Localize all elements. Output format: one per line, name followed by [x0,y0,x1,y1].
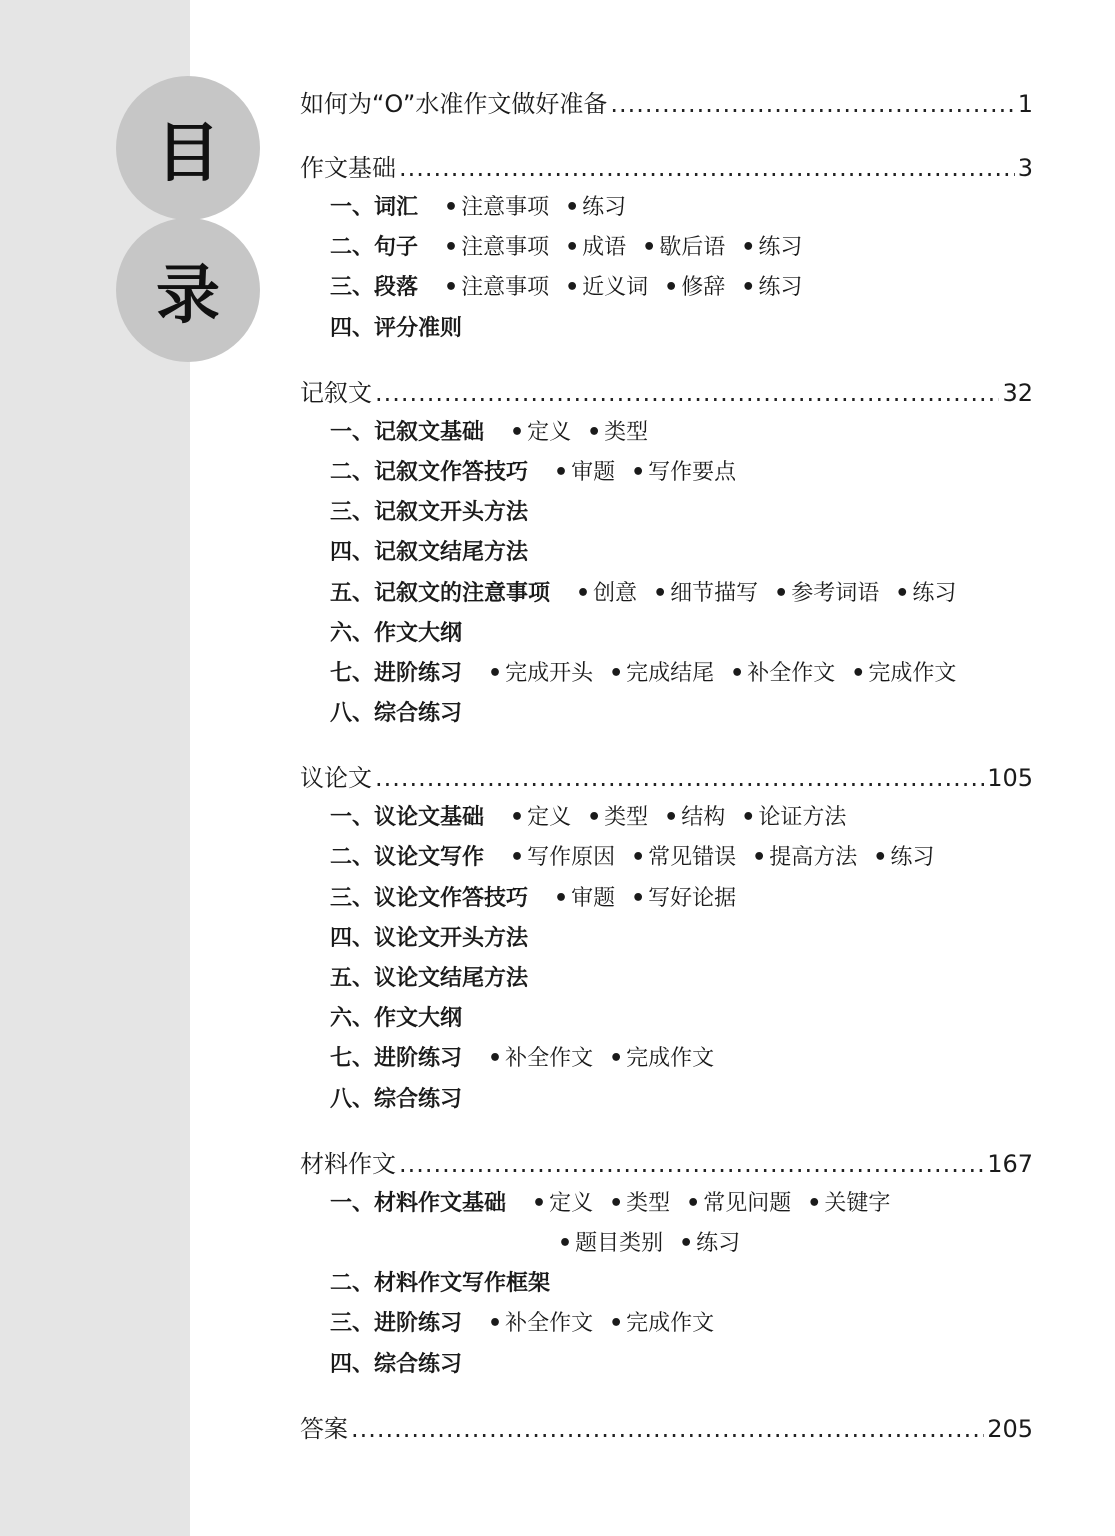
toc-topic-label: 近义词 [582,275,649,301]
toc-topic-label: 修辞 [681,275,726,301]
toc-sub-entry[interactable] [330,694,1060,734]
toc-topic-label: 补全作文 [505,1046,594,1072]
title-circle-2 [116,218,260,362]
toc-sub-entry-label: 七、进阶练习 [330,660,463,686]
toc-topic [653,581,758,606]
toc-topic-label: 细节描写 [670,580,759,606]
toc-topic-label: 完成开头 [505,660,594,686]
toc-topic [510,845,615,870]
toc-page-number: 1 [1017,90,1033,118]
bullet-icon: • [609,1190,624,1216]
toc-page-number: 205 [987,1414,1033,1443]
toc-sub-entry-label: 五、记叙文的注意事项 [330,580,551,606]
toc-sub-entry[interactable] [330,533,1060,573]
bullet-icon: • [807,1190,822,1216]
toc-main-entry[interactable] [300,84,1033,124]
toc-sub-entry[interactable] [330,1080,1060,1120]
bullet-icon: • [510,845,525,871]
toc-main-entry[interactable] [300,1144,1033,1184]
toc-sub-entry-label: 八、综合练习 [330,701,463,727]
toc-topic-label: 参考词语 [791,580,880,606]
toc-topic [679,1231,740,1256]
dot-leader [375,373,999,413]
toc-sub-entry[interactable] [330,1184,1060,1224]
bullet-icon: • [532,1190,547,1216]
toc-topic [565,195,626,220]
bullet-icon: • [510,805,525,831]
toc-sub-entry-label: 四、议论文开头方法 [330,925,529,951]
toc-topic [741,235,802,260]
bullet-icon: • [554,885,569,911]
toc-entry-title: 如何为“O”水准作文做好准备 [300,90,608,118]
toc-sub-entry[interactable] [330,999,1060,1039]
toc-main-entry[interactable] [300,1409,1033,1449]
bullet-icon: • [488,660,503,686]
bullet-icon: • [631,885,646,911]
bullet-icon: • [565,235,580,261]
toc-topic-label: 定义 [527,805,572,831]
toc-page-number: 3 [1017,154,1033,182]
toc-sub-entry[interactable] [330,188,1060,228]
bullet-icon: • [565,195,580,220]
toc-topic [565,275,648,300]
bullet-icon: • [510,419,525,445]
toc-sub-entry-continued [330,1224,1060,1264]
toc-topic-label: 注意事项 [461,235,550,261]
bullet-icon: • [587,805,602,831]
toc-topic [609,1311,714,1336]
toc-topic [895,581,956,606]
bullet-icon: • [679,1230,694,1256]
toc-topic-label: 类型 [604,419,649,445]
title-circle-1 [116,76,260,220]
toc-sub-entry-label: 二、材料作文写作框架 [330,1271,551,1297]
toc-topic [587,420,648,445]
toc-topic [488,1046,593,1071]
toc-topic [444,235,549,260]
toc-topic-label: 完成结尾 [626,660,715,686]
toc-sub-entry[interactable] [330,309,1060,349]
toc-sub-entry[interactable] [330,413,1060,453]
toc-sub-entry-label: 八、综合练习 [330,1086,463,1112]
toc-topic-label: 写好论据 [648,885,737,911]
toc-sub-entry-label: 一、词汇 [330,195,419,220]
toc-topic-label: 定义 [549,1190,594,1216]
dot-leader [351,1409,984,1449]
toc-topic-label: 补全作文 [747,660,836,686]
toc-topic-label: 写作原因 [527,845,616,871]
toc-sub-entry[interactable] [330,919,1060,959]
bullet-icon: • [558,1230,573,1256]
toc-sub-entry[interactable] [330,1345,1060,1385]
toc-sub-entry-label: 二、句子 [330,235,419,261]
toc-topic [488,1311,593,1336]
toc-topic-label: 关键字 [824,1190,891,1216]
toc-section [300,373,1060,735]
toc-topic [774,581,879,606]
bullet-icon: • [664,805,679,831]
toc-topic [576,581,637,606]
toc-topic [565,235,626,260]
toc-topic [488,661,593,686]
toc-entry-title: 记叙文 [300,378,372,407]
toc-topic-label: 结构 [681,805,726,831]
toc-topic-label: 练习 [758,235,803,261]
toc-section [300,84,1060,124]
dot-leader [375,758,984,798]
toc-sub-entry-label: 七、进阶练习 [330,1046,463,1072]
toc-topic-label: 常见错误 [648,845,737,871]
bullet-icon: • [609,660,624,686]
bullet-icon: • [642,235,657,261]
toc-topic [532,1191,593,1216]
toc-sub-entry[interactable] [330,959,1060,999]
toc-topic-label: 写作要点 [648,459,737,485]
toc-sub-entry[interactable] [330,798,1060,838]
toc-topic [807,1191,890,1216]
bullet-icon: • [774,580,789,606]
toc-topic [631,845,736,870]
toc-topic-label: 练习 [890,845,935,871]
toc-sub-entry-label: 二、记叙文作答技巧 [330,459,529,485]
toc-sub-entry-label: 三、记叙文开头方法 [330,500,529,526]
toc-sub-entry-label: 二、议论文写作 [330,845,485,871]
toc-topic [554,460,615,485]
toc-sub-entry[interactable] [330,493,1060,533]
toc-topic-label: 练习 [696,1230,741,1256]
bullet-icon: • [587,419,602,445]
toc-entry-title: 答案 [300,1414,348,1443]
toc-topic [686,1191,791,1216]
toc-page-number: 32 [1002,378,1033,407]
toc-section [300,1409,1060,1449]
bullet-icon: • [444,235,459,261]
toc-topic-label: 注意事项 [461,195,550,220]
toc-sub-entry-label: 五、议论文结尾方法 [330,966,529,991]
title-char-2: 录 [156,259,220,333]
toc-topic-label: 提高方法 [769,845,858,871]
toc-sub-entry[interactable] [330,1264,1060,1304]
bullet-icon: • [730,660,745,686]
toc-topic-label: 类型 [626,1190,671,1216]
toc-topic-label: 完成作文 [626,1046,715,1072]
table-of-contents [300,84,1060,1473]
toc-topic-label: 定义 [527,419,572,445]
toc-topic [510,805,571,830]
toc-sub-entry[interactable] [330,654,1060,694]
bullet-icon: • [609,1311,624,1337]
bullet-icon: • [851,660,866,686]
toc-sub-entry[interactable] [330,574,1060,614]
toc-sub-entry[interactable] [330,1039,1060,1079]
toc-topic [587,805,648,830]
toc-topic [558,1231,663,1256]
bullet-icon: • [554,459,569,485]
toc-entry-title: 议论文 [300,764,372,793]
toc-sub-entry-label: 四、综合练习 [330,1351,463,1377]
toc-sub-entry[interactable] [330,228,1060,268]
dot-leader [399,1144,984,1184]
toc-topic [741,275,802,300]
toc-topic-label: 完成作文 [868,660,957,686]
dot-leader [399,148,1015,188]
toc-topic-label: 注意事项 [461,275,550,301]
bullet-icon: • [653,580,668,606]
bullet-icon: • [444,275,459,301]
toc-topic [631,886,736,911]
toc-topic-label: 练习 [758,275,803,301]
toc-sub-entry-label: 三、进阶练习 [330,1311,463,1337]
bullet-icon: • [741,275,756,301]
toc-sub-entry-label: 三、议论文作答技巧 [330,885,529,911]
title-char-1: 目 [156,117,220,191]
toc-sub-entry[interactable] [330,453,1060,493]
toc-topic-label: 完成作文 [626,1311,715,1337]
toc-topic-label: 补全作文 [505,1311,594,1337]
bullet-icon: • [565,275,580,301]
toc-entry-title: 材料作文 [300,1149,396,1178]
toc-topic [752,845,857,870]
toc-topic [444,195,549,220]
toc-page-number: 167 [987,1149,1033,1178]
toc-topic-label: 成语 [582,235,627,261]
bullet-icon: • [631,845,646,871]
toc-topic [609,1191,670,1216]
toc-topic-label: 类型 [604,805,649,831]
toc-section [300,758,1060,1120]
toc-sub-entry-label: 三、段落 [330,275,419,301]
bullet-icon: • [488,1046,503,1072]
toc-sub-entry-label: 一、记叙文基础 [330,419,485,445]
toc-topic-label: 论证方法 [758,805,847,831]
toc-sub-entry[interactable] [330,614,1060,654]
toc-topic [510,420,571,445]
bullet-icon: • [741,235,756,261]
toc-sub-entry-label: 一、议论文基础 [330,805,485,831]
toc-topic [664,805,725,830]
toc-section [300,148,1060,349]
toc-topic-label: 创意 [593,580,638,606]
toc-page-number: 105 [987,764,1033,793]
bullet-icon: • [576,580,591,606]
bullet-icon: • [444,195,459,220]
toc-main-entry[interactable] [300,758,1033,798]
toc-topic [873,845,934,870]
bullet-icon: • [873,845,888,871]
bullet-icon: • [752,845,767,871]
toc-topic-label: 题目类别 [575,1230,664,1256]
toc-topic-wrap [558,1231,740,1256]
bullet-icon: • [895,580,910,606]
toc-main-entry[interactable] [300,148,1033,188]
toc-topic [642,235,725,260]
toc-sub-entry[interactable] [330,1304,1060,1344]
bullet-icon: • [488,1311,503,1337]
toc-topic [851,661,956,686]
dot-leader [610,84,1014,124]
toc-topic-label: 审题 [571,459,616,485]
bullet-icon: • [609,1046,624,1072]
bullet-icon: • [741,805,756,831]
toc-sub-entry-label: 六、作文大纲 [330,1006,463,1032]
toc-topic [444,275,549,300]
toc-sub-entry-label: 一、材料作文基础 [330,1190,507,1216]
toc-topic [631,460,736,485]
bullet-icon: • [631,459,646,485]
toc-sub-entry-label: 六、作文大纲 [330,620,463,646]
toc-topic-label: 审题 [571,885,616,911]
toc-main-entry[interactable] [300,373,1033,413]
toc-sub-entry[interactable] [330,838,1060,878]
bullet-icon: • [686,1190,701,1216]
toc-entry-title: 作文基础 [300,154,396,182]
toc-sub-entry[interactable] [330,879,1060,919]
toc-section [300,1144,1060,1385]
toc-sub-entry-label: 四、评分准则 [330,315,463,341]
toc-topic-label: 练习 [912,580,957,606]
toc-topic-label: 常见问题 [703,1190,792,1216]
toc-sub-entry[interactable] [330,268,1060,308]
toc-topic [554,886,615,911]
toc-topic [609,1046,714,1071]
toc-sub-entry-label: 四、记叙文结尾方法 [330,540,529,566]
toc-topic [609,661,714,686]
toc-topic [730,661,835,686]
toc-topic-label: 歇后语 [659,235,726,261]
toc-topic [741,805,846,830]
toc-topic [664,275,725,300]
toc-topic-label: 练习 [582,195,627,220]
bullet-icon: • [664,275,679,301]
